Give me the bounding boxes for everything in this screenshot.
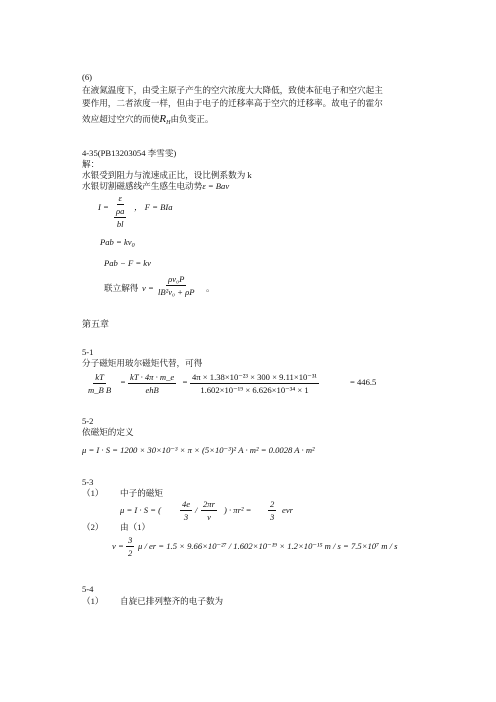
paragraph-text: 效应超过空穴的而使 — [82, 114, 160, 124]
fraction-numerator: 4π × 1.38×10⁻²³ × 300 × 9.11×10⁻³¹ — [192, 372, 317, 382]
solution-text: 联立解得 — [104, 283, 139, 293]
text: 自旋已排列整齐的电子数为 — [120, 596, 224, 606]
section-label-6: (6) — [82, 72, 93, 82]
text: 水银切割磁感线产生感生电动势 — [82, 181, 203, 191]
punctuation: 。 — [206, 283, 215, 293]
fraction-denominator: m_B B — [88, 385, 112, 395]
fraction-numerator: ρv₀P — [168, 274, 185, 284]
equation-lhs: v = — [142, 283, 154, 293]
paragraph-line: 要作用，二者浓度一样，但由于电子的迁移率高于空穴的迁移率。故电子的霍尔 — [82, 98, 383, 108]
fraction — [126, 535, 134, 558]
paragraph-line: 在液氮温度下，由受主原子产生的空穴浓度大大降低，致使本征电子和空穴起主 — [82, 85, 383, 95]
equation-rhs: ， F = BIa — [134, 202, 173, 212]
fraction-denominator: 1.602×10⁻¹⁹ × 6.626×10⁻³⁴ × 1 — [200, 385, 309, 395]
hall-coefficient-symbol: R — [159, 113, 167, 125]
problem-label: 5-2 — [82, 416, 94, 426]
fraction-numerator: ε — [118, 193, 122, 203]
fraction-numerator: kT · 4π · m_e — [130, 372, 175, 382]
fraction — [180, 499, 192, 522]
equation: Pab − F = kv — [104, 258, 151, 268]
fraction — [190, 372, 319, 395]
velocity-fraction — [156, 274, 197, 297]
fraction-denominator: 3 — [183, 512, 189, 522]
fraction-numerator: 2πr — [203, 499, 215, 509]
problem-label: 5-4 — [82, 584, 94, 594]
fraction-mid: ρa — [116, 206, 125, 216]
current-fraction — [114, 193, 126, 229]
chapter-title: 第五章 — [82, 319, 110, 329]
equation: ) · πr² = — [224, 505, 252, 515]
equals-sign: = — [182, 377, 188, 387]
fraction-denominator: lB²v₀ + ρP — [158, 287, 195, 297]
fraction-numerator: 2 — [270, 499, 275, 509]
equation-lhs: I = — [98, 202, 109, 212]
fraction — [268, 499, 276, 522]
text-line: 分子磁矩用玻尔磁矩代替，可得 — [82, 358, 203, 368]
fraction-numerator: 3 — [128, 535, 133, 545]
equation: μ = I · S = 1200 × 30×10⁻³ × π × (5×10⁻³)² A · m² = 0.0028 A · m² — [82, 445, 315, 455]
fraction-denominator: bl — [116, 219, 124, 229]
equation — [100, 237, 135, 252]
fraction — [201, 499, 217, 522]
text-line: 水银受到阻力与流速成正比，设比例系数为 k — [82, 170, 252, 180]
hall-coefficient-subscript: H — [166, 120, 171, 126]
equation: / — [195, 505, 198, 515]
problem-label: 5-3 — [82, 477, 94, 487]
part-label: （1） — [82, 488, 104, 498]
equals-sign: = — [120, 377, 126, 387]
equation-text: Pab = kv — [100, 237, 132, 247]
solution-label: 解： — [82, 159, 100, 169]
fraction — [128, 372, 176, 395]
result-value: = 446.5 — [350, 377, 377, 387]
fraction-numerator: kT — [95, 372, 104, 382]
text: 由（1） — [120, 522, 151, 532]
fraction-denominator: ehB — [145, 385, 159, 395]
problem-heading: 4-35(PB13203054 李雪雯) — [82, 148, 177, 158]
equation: v = — [112, 541, 124, 551]
fraction-numerator: 4e — [182, 499, 191, 509]
fraction-denominator: 2 — [128, 548, 133, 558]
equation: μ = I · S = ( — [120, 505, 161, 515]
part-label: （1） — [82, 596, 104, 606]
paragraph-text: 由负变正。 — [170, 114, 214, 124]
problem-label: 5-1 — [82, 347, 94, 357]
part-label: （2） — [82, 522, 104, 532]
text-line — [82, 181, 229, 192]
paragraph-line — [82, 114, 213, 129]
subscript: 0 — [131, 243, 135, 249]
fraction-denominator: 3 — [270, 512, 275, 522]
equation: evr — [282, 505, 293, 515]
fraction-denominator: v — [207, 512, 211, 522]
text: 中子的磁矩 — [120, 488, 163, 498]
fraction — [86, 372, 113, 395]
equation: μ / er = 1.5 × 9.66×10⁻²⁷ / 1.602×10⁻¹⁹ × 1.2×10⁻¹⁵ m / s = 7.5×10⁷ m / s — [138, 541, 398, 551]
text-line: 依磁矩的定义 — [82, 427, 134, 437]
emf-equation: ε = Bav — [202, 181, 230, 191]
